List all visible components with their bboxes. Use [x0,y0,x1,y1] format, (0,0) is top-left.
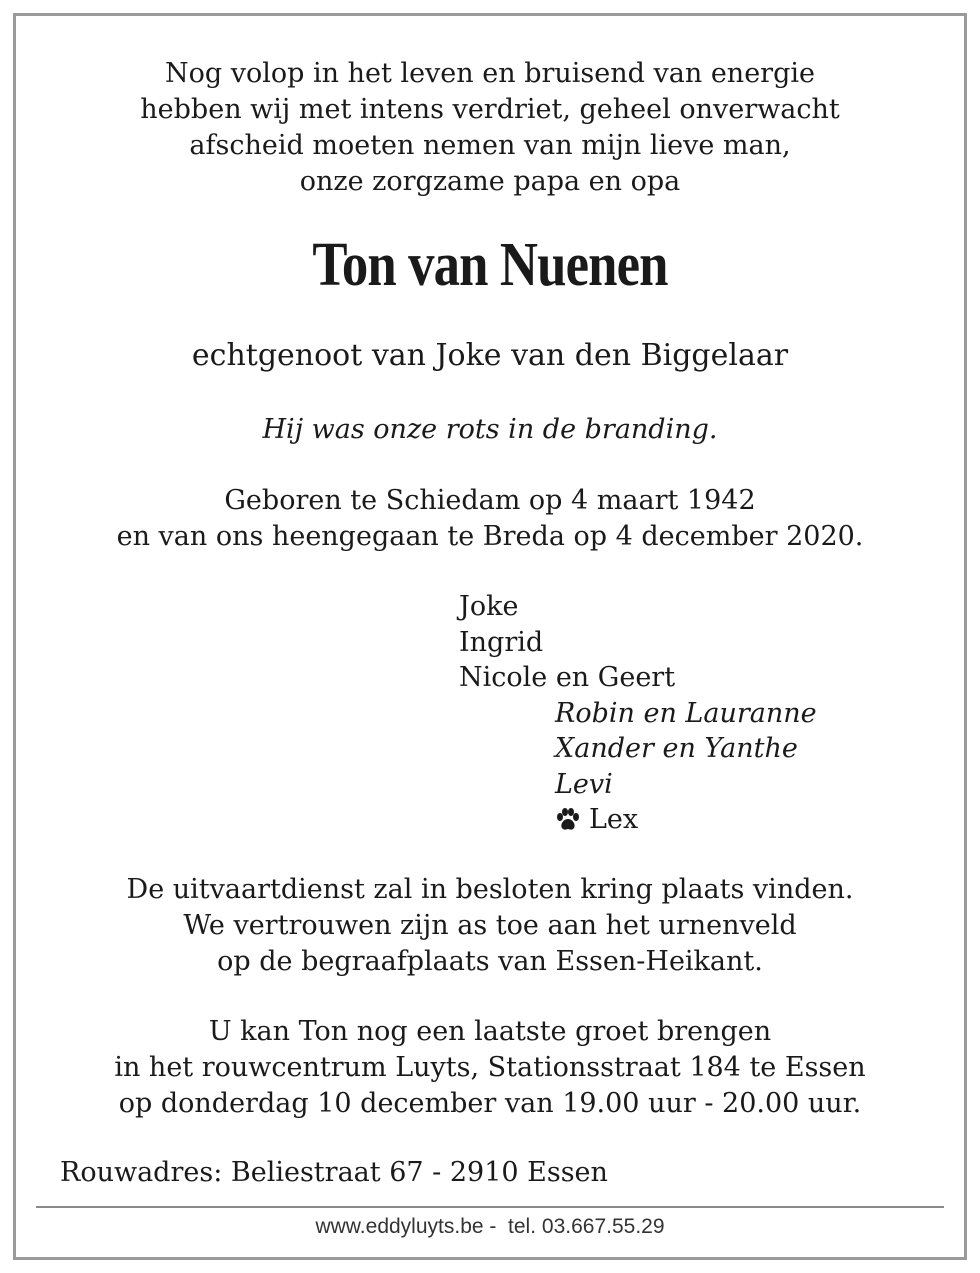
footer-divider [36,1206,944,1208]
intro-text [0,56,980,200]
intro-line: hebben wij met intens verdriet, geheel onverwacht [140,94,840,125]
spouse-line: echtgenoot van Joke van den Biggelaar [191,338,789,373]
grandchild: Levi [555,768,613,800]
service-line: op de begraafplaats van Essen-Heikant. [217,946,763,977]
family-member: Nicole en Geert [459,662,676,693]
motto: Hij was onze rots in de branding. [262,414,718,445]
death-line: en van ons heengegaan te Breda op 4 december 2020. [116,521,864,552]
pet-entry [459,802,817,838]
family-member: Joke [459,591,519,622]
intro-line: Nog volop in het leven en bruisend van energie [165,58,815,89]
service-info [0,872,980,980]
intro-line: afscheid moeten nemen van mijn lieve man, [189,130,791,161]
service-line: De uitvaartdienst zal in besloten kring plaats vinden. [126,874,854,905]
mourning-address: Rouwadres: Beliestraat 67 - 2910 Essen [60,1157,608,1188]
intro-line: onze zorgzame papa en opa [299,166,681,197]
visit-line: op donderdag 10 december van 19.00 uur - 20.00 uur. [118,1088,862,1119]
visit-line: in het rouwcentrum Luyts, Stationsstraat 184 te Essen [114,1052,866,1083]
paw-icon [555,808,581,832]
visit-line: U kan Ton nog een laatste groet brengen [208,1016,772,1047]
deceased-name: Ton van Nuenen [312,231,668,299]
family-member: Ingrid [459,626,544,658]
visitation-info [0,1014,980,1122]
service-line: We vertrouwen zijn as toe aan het urnenveld [183,910,797,941]
family-list [459,589,817,838]
life-dates [0,483,980,555]
birth-line: Geboren te Schiedam op 4 maart 1942 [224,485,756,516]
pet-name: Lex [589,804,639,835]
grandchild: Robin en Lauranne [555,697,817,729]
grandchild: Xander en Yanthe [555,733,798,764]
footer-contact: www.eddyluyts.be - tel. 03.667.55.29 [315,1215,665,1238]
